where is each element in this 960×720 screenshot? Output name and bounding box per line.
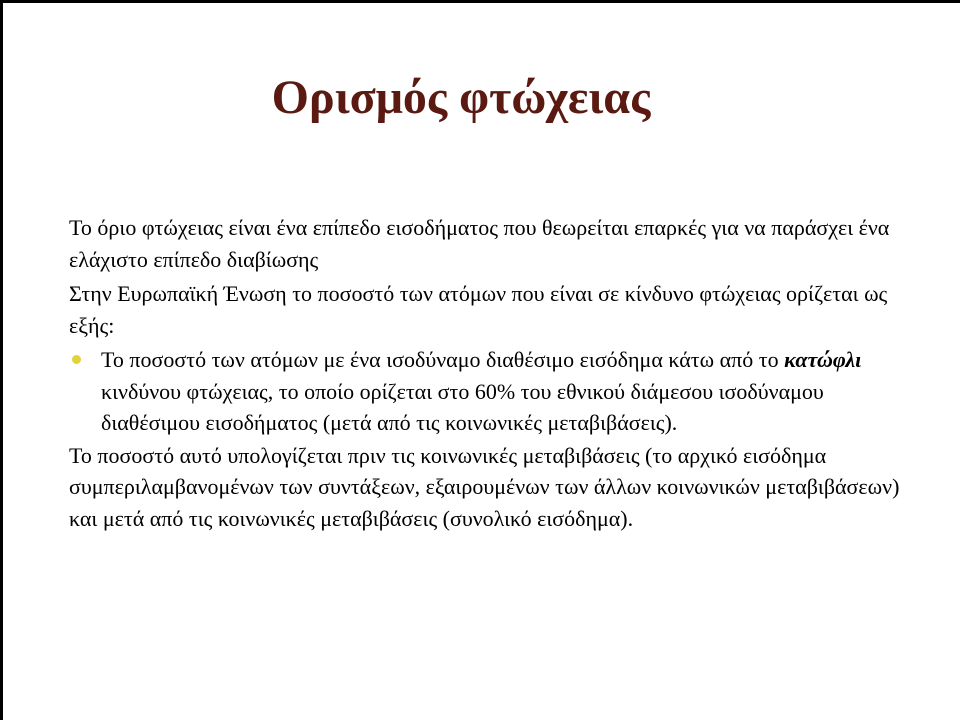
- bullet-text-after: κινδύνου φτώχειας, το οποίο ορίζεται στο 60% του εθνικού διάμεσου ισοδύναμου διαθέσιμου εισοδήματος (μετά από τις κοινωνικές μεταβιβάσεις).: [101, 378, 824, 435]
- bullet-text-emphasis: κατώφλι: [784, 347, 862, 372]
- paragraph-poverty-line: Το όριο φτώχειας είναι ένα επίπεδο εισοδήματος που θεωρείται επαρκές για να παράσχει ένα ελάχιστο επίπεδο διαβίωσης: [69, 215, 890, 272]
- paragraph-calculation: Το ποσοστό αυτό υπολογίζεται πριν τις κοινωνικές μεταβιβάσεις (το αρχικό εισόδημα συμπεριλαμβανομένων των συντάξεων, εξαιρουμένων των άλλων κοινωνικών μεταβιβάσεων) και μετά από τις κοινωνικές μεταβιβάσεις (συνολικό εισόδημα).: [69, 442, 900, 531]
- slide-body: [69, 212, 919, 537]
- bullet-dot-icon: [72, 355, 81, 364]
- bullet-item-risk-rate: [69, 344, 919, 439]
- bullet-text-before: Το ποσοστό των ατόμων με ένα ισοδύναμο διαθέσιμο εισόδημα κάτω από το: [101, 347, 785, 372]
- slide-title: Ορισμός φτώχειας: [271, 71, 651, 124]
- paragraph-eu-definition: Στην Ευρωπαϊκή Ένωση το ποσοστό των ατόμων που είναι σε κίνδυνο φτώχειας ορίζεται ως εξής:: [69, 281, 888, 338]
